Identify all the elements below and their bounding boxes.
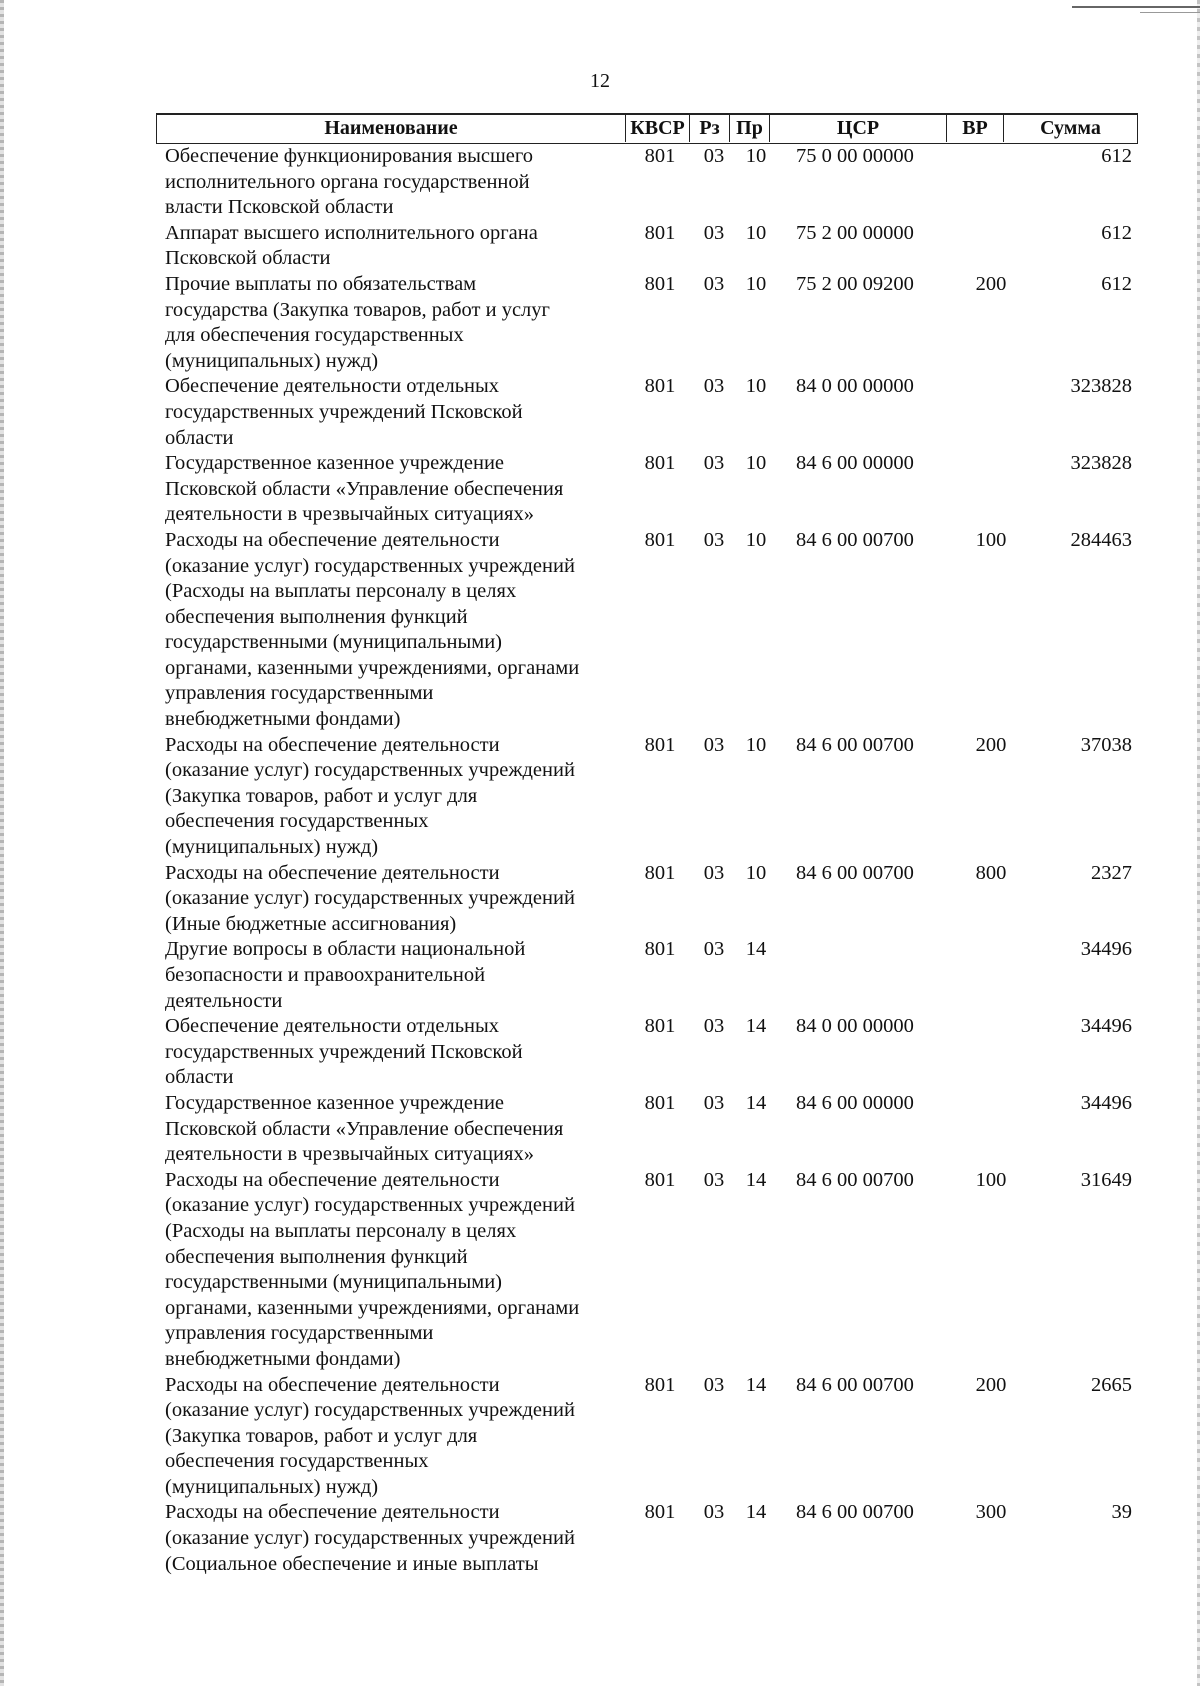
row-rz: 03 (703, 938, 725, 961)
row-name-line: управления государственными (165, 1322, 434, 1345)
header-kvsr: КВСР (626, 115, 690, 142)
row-kvsr: 801 (644, 1091, 676, 1114)
row-name-line: (оказание услуг) государственных учреждений (165, 1194, 575, 1217)
row-name (156, 221, 620, 272)
table-row (156, 1500, 1138, 1577)
row-name-line: (Социальное обеспечение и иные выплаты (165, 1552, 539, 1575)
row-name-line: Расходы на обеспечение деятельности (165, 1168, 500, 1191)
row-pr: 10 (745, 452, 767, 475)
row-name (156, 451, 620, 528)
row-name (156, 1091, 620, 1168)
table-row (156, 221, 1138, 272)
row-rz: 03 (703, 221, 725, 244)
row-rz: 03 (703, 1015, 725, 1038)
row-rz: 03 (703, 528, 725, 551)
row-name-line: Обеспечение деятельности отдельных (165, 1015, 500, 1038)
row-name (156, 733, 620, 861)
row-csr: 84 6 00 00700 (796, 1373, 914, 1396)
row-name (156, 937, 620, 1014)
row-name (156, 528, 620, 733)
row-name-line: (оказание услуг) государственных учреждений (165, 1399, 575, 1422)
row-kvsr: 801 (644, 1501, 676, 1524)
row-csr: 84 6 00 00700 (796, 1168, 914, 1191)
row-sum: 34496 (1080, 938, 1132, 961)
row-name-line: внебюджетными фондами) (165, 1347, 401, 1370)
row-sum: 31649 (1080, 1168, 1132, 1191)
row-name-line: (муниципальных) нужд) (165, 836, 379, 859)
row-sum: 39 (1111, 1501, 1132, 1524)
row-name-line: Обеспечение функционирования высшего (165, 145, 533, 167)
row-name-line: Расходы на обеспечение деятельности (165, 733, 500, 756)
row-sum: 37038 (1080, 733, 1132, 756)
scan-corner-mark-secondary (1140, 12, 1200, 13)
row-name-line: Государственное казенное учреждение (165, 1091, 505, 1114)
row-sum: 284463 (1070, 528, 1132, 551)
row-name-line: власти Псковской области (165, 196, 394, 219)
row-sum: 323828 (1070, 375, 1132, 398)
row-kvsr: 801 (644, 145, 676, 167)
table-body (156, 144, 1138, 1577)
row-rz: 03 (703, 452, 725, 475)
budget-table (156, 113, 1138, 1577)
row-sum: 612 (1101, 272, 1132, 295)
row-csr: 84 6 00 00700 (796, 1501, 914, 1524)
row-vr: 300 (975, 1501, 1007, 1524)
row-name (156, 1373, 620, 1501)
table-row (156, 451, 1138, 528)
row-name-line: государственными (муниципальными) (165, 631, 502, 654)
table-row (156, 733, 1138, 861)
table-row (156, 272, 1138, 374)
row-csr: 84 0 00 00000 (796, 375, 914, 398)
row-name-line: органами, казенными учреждениями, органами (165, 1296, 580, 1319)
row-name-line: Псковской области «Управление обеспечения (165, 1117, 564, 1140)
table-row (156, 1373, 1138, 1501)
row-csr: 84 6 00 00700 (796, 528, 914, 551)
row-csr: 84 6 00 00700 (796, 861, 914, 884)
row-rz: 03 (703, 145, 725, 167)
row-name-line: (Закупка товаров, работ и услуг для (165, 784, 478, 807)
row-pr: 10 (745, 733, 767, 756)
table-row (156, 861, 1138, 938)
row-sum: 2665 (1091, 1373, 1132, 1396)
table-row (156, 1014, 1138, 1091)
row-pr: 14 (745, 938, 767, 961)
row-kvsr: 801 (644, 1373, 676, 1396)
row-name-line: управления государственными (165, 682, 434, 705)
row-name-line: Расходы на обеспечение деятельности (165, 861, 500, 884)
row-name (156, 1168, 620, 1373)
row-rz: 03 (703, 272, 725, 295)
row-name (156, 1014, 620, 1091)
row-kvsr: 801 (644, 733, 676, 756)
row-csr: 75 2 00 00000 (796, 221, 914, 244)
row-kvsr: 801 (644, 528, 676, 551)
table-row (156, 374, 1138, 451)
row-name-line: обеспечения государственных (165, 810, 429, 833)
row-name-line: деятельности в чрезвычайных ситуациях» (165, 1143, 534, 1166)
row-name (156, 861, 620, 938)
table-row (156, 528, 1138, 733)
row-pr: 14 (745, 1373, 767, 1396)
row-vr: 200 (975, 733, 1007, 756)
row-name-line: области (165, 1066, 234, 1089)
row-csr: 84 0 00 00000 (796, 1015, 914, 1038)
row-rz: 03 (703, 375, 725, 398)
row-kvsr: 801 (644, 861, 676, 884)
row-name (156, 272, 620, 374)
row-name-line: Расходы на обеспечение деятельности (165, 1501, 500, 1524)
row-pr: 14 (745, 1168, 767, 1191)
row-vr: 800 (975, 861, 1007, 884)
row-kvsr: 801 (644, 938, 676, 961)
row-name-line: (оказание услуг) государственных учреждений (165, 759, 575, 782)
header-sum: Сумма (1040, 117, 1101, 139)
row-name-line: (Закупка товаров, работ и услуг для (165, 1424, 478, 1447)
row-vr: 200 (975, 1373, 1007, 1396)
row-sum: 34496 (1080, 1091, 1132, 1114)
row-rz: 03 (703, 861, 725, 884)
row-name-line: (Иные бюджетные ассигнования) (165, 912, 457, 935)
row-name-line: (оказание услуг) государственных учреждений (165, 887, 575, 910)
row-name-line: (муниципальных) нужд) (165, 1475, 379, 1498)
row-name-line: Прочие выплаты по обязательствам (165, 272, 477, 295)
row-kvsr: 801 (644, 272, 676, 295)
row-name (156, 144, 620, 221)
row-name-line: (Расходы на выплаты персоналу в целях (165, 1219, 517, 1242)
row-rz: 03 (703, 1091, 725, 1114)
row-name-line: Обеспечение деятельности отдельных (165, 375, 500, 398)
row-sum: 612 (1101, 145, 1132, 167)
row-name-line: (оказание услуг) государственных учреждений (165, 1527, 575, 1550)
row-vr: 200 (975, 272, 1007, 295)
row-name-line: исполнительного органа государственной (165, 170, 530, 193)
header-rz: Рз (690, 115, 730, 142)
row-rz: 03 (703, 1501, 725, 1524)
row-name-line: органами, казенными учреждениями, органами (165, 656, 580, 679)
row-pr: 14 (745, 1091, 767, 1114)
row-name-line: Аппарат высшего исполнительного органа (165, 221, 538, 244)
scan-corner-mark (1072, 6, 1200, 8)
row-pr: 10 (745, 528, 767, 551)
row-name-line: безопасности и правоохранительной (165, 964, 486, 986)
row-sum: 2327 (1091, 861, 1132, 884)
row-csr: 75 2 00 09200 (796, 272, 914, 295)
row-pr: 10 (745, 221, 767, 244)
row-kvsr: 801 (644, 1168, 676, 1191)
row-rz: 03 (703, 1168, 725, 1191)
row-pr: 10 (745, 861, 767, 884)
row-sum: 323828 (1070, 452, 1132, 475)
row-name-line: государственных учреждений Псковской (165, 1040, 523, 1063)
table-row (156, 1168, 1138, 1373)
row-pr: 10 (745, 145, 767, 167)
row-rz: 03 (703, 1373, 725, 1396)
row-name-line: области (165, 426, 234, 449)
row-vr: 100 (975, 528, 1007, 551)
row-name-line: Псковской области «Управление обеспечения (165, 477, 564, 500)
row-name-line: государственных учреждений Псковской (165, 400, 523, 423)
row-kvsr: 801 (644, 1015, 676, 1038)
header-name: Наименование (157, 115, 626, 142)
row-name-line: обеспечения выполнения функций (165, 1245, 468, 1268)
row-pr: 14 (745, 1015, 767, 1038)
row-name-line: Государственное казенное учреждение (165, 452, 505, 475)
table-row (156, 937, 1138, 1014)
row-csr: 84 6 00 00700 (796, 733, 914, 756)
header-pr: Пр (730, 115, 770, 142)
table-row (156, 1091, 1138, 1168)
row-pr: 10 (745, 272, 767, 295)
row-sum: 612 (1101, 221, 1132, 244)
row-csr: 84 6 00 00000 (796, 452, 914, 475)
row-sum: 34496 (1080, 1015, 1132, 1038)
row-name-line: обеспечения государственных (165, 1450, 429, 1473)
page-number: 12 (590, 70, 610, 92)
row-pr: 14 (745, 1501, 767, 1524)
row-name-line: Расходы на обеспечение деятельности (165, 1373, 500, 1396)
header-vr: ВР (947, 115, 1004, 142)
row-name-line: (Расходы на выплаты персоналу в целях (165, 580, 517, 603)
row-name-line: для обеспечения государственных (165, 324, 464, 347)
row-name-line: Другие вопросы в области национальной (165, 938, 526, 961)
table-row (156, 144, 1138, 221)
row-kvsr: 801 (644, 375, 676, 398)
header-csr: ЦСР (770, 115, 947, 142)
row-csr: 84 6 00 00000 (796, 1091, 914, 1114)
row-kvsr: 801 (644, 452, 676, 475)
table-header (156, 113, 1138, 144)
row-csr: 75 0 00 00000 (796, 145, 914, 167)
row-name-line: деятельности в чрезвычайных ситуациях» (165, 503, 534, 526)
row-kvsr: 801 (644, 221, 676, 244)
row-name-line: государственными (муниципальными) (165, 1271, 502, 1294)
row-name-line: Расходы на обеспечение деятельности (165, 528, 500, 551)
row-name (156, 374, 620, 451)
row-name-line: деятельности (165, 989, 283, 1012)
row-name-line: государства (Закупка товаров, работ и услуг (165, 298, 550, 321)
row-name-line: (муниципальных) нужд) (165, 349, 379, 372)
row-vr: 100 (975, 1168, 1007, 1191)
row-rz: 03 (703, 733, 725, 756)
row-name-line: внебюджетными фондами) (165, 708, 401, 731)
row-pr: 10 (745, 375, 767, 398)
row-name-line: (оказание услуг) государственных учреждений (165, 554, 575, 577)
row-name-line: обеспечения выполнения функций (165, 605, 468, 628)
row-name-line: Псковской области (165, 247, 331, 270)
scan-edge-left (0, 0, 4, 1686)
row-name (156, 1500, 620, 1577)
